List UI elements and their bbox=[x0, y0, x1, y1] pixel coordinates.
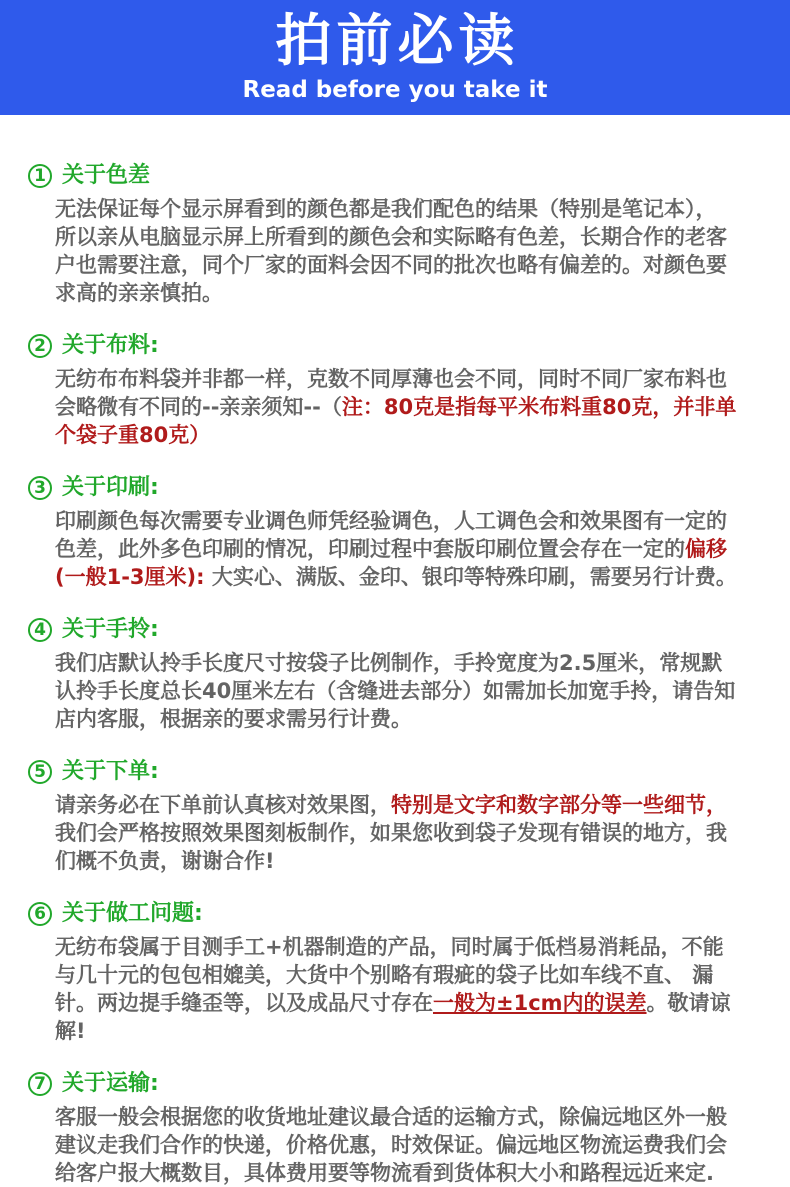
section-body-text bbox=[55, 507, 737, 591]
text-run: 无法保证每个显示屏看到的颜色都是我们配色的结果（特别是笔记本），所以亲从电脑显示屏上所看到的颜色会和实际略有色差，长期合作的老客户也需要注意，同个厂家的面料会因不同的批次也略有偏差的。对颜色要求高的亲亲慎拍。 bbox=[55, 197, 727, 305]
section-heading-row bbox=[28, 757, 740, 787]
section-heading-row bbox=[28, 899, 740, 929]
section-heading-row bbox=[28, 473, 740, 503]
section-heading-row bbox=[28, 615, 740, 645]
section-heading-label: 关于布料: bbox=[62, 333, 159, 358]
notice-section-5 bbox=[28, 757, 740, 875]
section-heading-row bbox=[28, 161, 740, 191]
text-run-emphasis: 一般为±1cm内的误差 bbox=[433, 991, 647, 1015]
section-number-badge: 5 bbox=[28, 760, 52, 784]
section-heading-label: 关于印刷: bbox=[62, 475, 159, 500]
section-number-badge: 4 bbox=[28, 618, 52, 642]
section-body-text bbox=[55, 195, 737, 307]
notice-section-1 bbox=[28, 161, 740, 307]
section-body-text bbox=[55, 933, 737, 1045]
section-number-badge: 3 bbox=[28, 476, 52, 500]
text-run: 我们会严格按照效果图刻板制作，如果您收到袋子发现有错误的地方，我们概不负责，谢谢合作! bbox=[55, 821, 727, 873]
text-run: 请亲务必在下单前认真核对效果图， bbox=[55, 793, 391, 817]
section-number-badge: 6 bbox=[28, 902, 52, 926]
notice-section-3 bbox=[28, 473, 740, 591]
sections-list bbox=[0, 115, 790, 1187]
section-number-badge: 2 bbox=[28, 334, 52, 358]
notice-section-7 bbox=[28, 1069, 740, 1187]
section-body-text bbox=[55, 1103, 737, 1187]
section-body-text bbox=[55, 365, 737, 449]
notice-section-6 bbox=[28, 899, 740, 1045]
page-subtitle: Read before you take it bbox=[242, 76, 548, 103]
section-heading-row bbox=[28, 1069, 740, 1099]
notice-section-2 bbox=[28, 331, 740, 449]
text-run: 。敬请谅解! bbox=[55, 991, 731, 1043]
section-heading-label: 关于色差 bbox=[62, 163, 151, 188]
text-run-emphasis: 注：80克是指每平米布料重80克，并非单个袋子重80克） bbox=[55, 395, 737, 447]
section-body-text bbox=[55, 791, 737, 875]
text-run-emphasis: 偏移(一般1-3厘米): bbox=[55, 537, 727, 589]
section-heading-row bbox=[28, 331, 740, 361]
section-heading-label: 关于手拎: bbox=[62, 617, 159, 642]
page-title: 拍前必读 bbox=[275, 8, 520, 74]
text-run: 大实心、满版、金印、银印等特殊印刷，需要另行计费。 bbox=[211, 565, 737, 589]
section-heading-label: 关于做工问题: bbox=[62, 901, 203, 926]
text-run: 无纺布袋属于目测手工+机器制造的产品，同时属于低档易消耗品，不能与几十元的包包相媲美，大货中个别略有瑕疵的袋子比如车线不直、 漏针。两边提手缝歪等，以及成品尺寸存在 bbox=[55, 935, 724, 1015]
text-run: 我们店默认拎手长度尺寸按袋子比例制作，手拎宽度为2.5厘米，常规默认拎手长度总长40厘米左右（含缝进去部分）如需加长加宽手拎，请告知店内客服，根据亲的要求需另行计费。 bbox=[55, 651, 736, 731]
section-number-badge: 7 bbox=[28, 1072, 52, 1096]
banner bbox=[0, 0, 790, 115]
text-run-emphasis: 特别是文字和数字部分等一些细节， bbox=[391, 793, 727, 817]
text-run: 客服一般会根据您的收货地址建议最合适的运输方式，除偏远地区外一般建议走我们合作的快递，价格优惠，时效保证。偏远地区物流运费我们会给客户报大概数目，具体费用要等物流看到货体积大小和路程远近来定. bbox=[55, 1105, 727, 1185]
section-body-text bbox=[55, 649, 737, 733]
notice-section-4 bbox=[28, 615, 740, 733]
section-number-badge: 1 bbox=[28, 164, 52, 188]
section-heading-label: 关于下单: bbox=[62, 759, 159, 784]
text-run: 无纺布布料袋并非都一样，克数不同厚薄也会不同，同时不同厂家布料也会略微有不同的--亲亲须知--（ bbox=[55, 367, 727, 419]
text-run: 印刷颜色每次需要专业调色师凭经验调色，人工调色会和效果图有一定的色差，此外多色印刷的情况，印刷过程中套版印刷位置会存在一定的 bbox=[55, 509, 727, 561]
section-heading-label: 关于运输: bbox=[62, 1071, 159, 1096]
